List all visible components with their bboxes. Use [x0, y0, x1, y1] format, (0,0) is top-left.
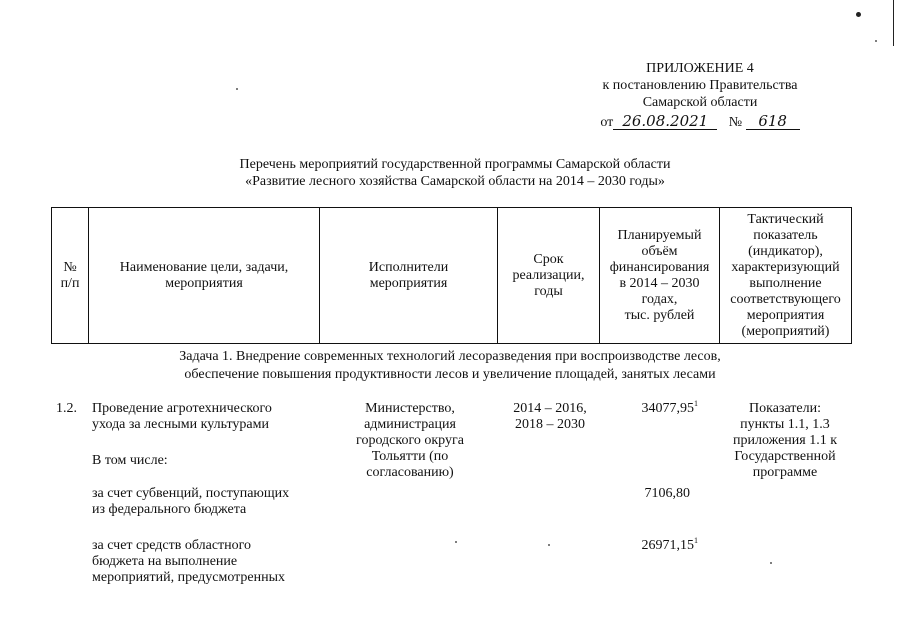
title-line-2: «Развитие лесного хозяйства Самарской области на 2014 – 2030 годы» [245, 174, 665, 189]
scan-speck [875, 40, 877, 42]
scan-speck [548, 544, 550, 546]
scan-speck [236, 88, 238, 90]
header-col-executor: Исполнители мероприятия [320, 208, 498, 344]
row-executor: Министерство, администрация городского округа Тольятти (по согласованию) [356, 401, 464, 480]
row-name: Проведение агротехнического ухода за лесными культурами [92, 401, 272, 432]
number-label: № [728, 115, 743, 130]
footnote-mark: 1 [694, 399, 698, 408]
appendix-block [560, 60, 840, 130]
header-col-period: Срок реализации, годы [498, 208, 600, 344]
header-col-funding: Планируемый объём финансирования в 2014 – 2030 годах, тыс. рублей [600, 208, 720, 344]
table-header [51, 207, 852, 344]
header-col-number: № п/п [52, 208, 89, 344]
sub-federal-amount: 7106,80 [644, 486, 690, 501]
header-col-name: Наименование цели, задачи, мероприятия [89, 208, 320, 344]
row-amount: 34077,95$^1$ [641, 399, 698, 416]
footnote-mark: 1 [694, 536, 698, 545]
appendix-title: ПРИЛОЖЕНИЕ 4 [646, 61, 754, 76]
row-including: В том числе: [92, 453, 168, 468]
task-line-2: обеспечение повышения продуктивности лесов и увеличение площадей, занятых лесами [184, 367, 716, 382]
sub-regional-label: за счет средств областного бюджета на выполнение мероприятий, предусмотренных [92, 538, 286, 585]
from-label: от [600, 115, 614, 130]
row-number: 1.2. [56, 401, 77, 416]
scan-speck [856, 12, 861, 17]
task-heading [100, 348, 800, 384]
scan-edge-mark [893, 0, 894, 46]
row-indicator: Показатели: пункты 1.1, 1.3 приложения 1.1 к Государственной программе [732, 401, 838, 480]
sub-regional-amount: 26971,15$^1$ [641, 536, 698, 553]
appendix-line-1: к постановлению Правительства [602, 78, 798, 93]
title-line-1: Перечень мероприятий государственной программы Самарской области [239, 157, 671, 172]
document-title [130, 156, 780, 190]
decree-number: 618 [746, 113, 800, 130]
task-line-1: Задача 1. Внедрение современных технологий лесоразведения при воспроизводстве лесов, [179, 349, 721, 364]
appendix-date-line [560, 113, 840, 130]
scan-speck [770, 562, 772, 564]
row-period: 2014 – 2016, 2018 – 2030 [513, 401, 587, 432]
sub-federal-label: за счет субвенций, поступающих из федерального бюджета [92, 486, 290, 517]
scan-speck [455, 541, 457, 543]
appendix-line-2: Самарской области [642, 95, 758, 110]
header-col-indicator: Тактический показатель (индикатор), характеризующий выполнение соответствующего мероприятия (мероприятий) [720, 208, 852, 344]
decree-date: 26.08.2021 [613, 113, 717, 130]
